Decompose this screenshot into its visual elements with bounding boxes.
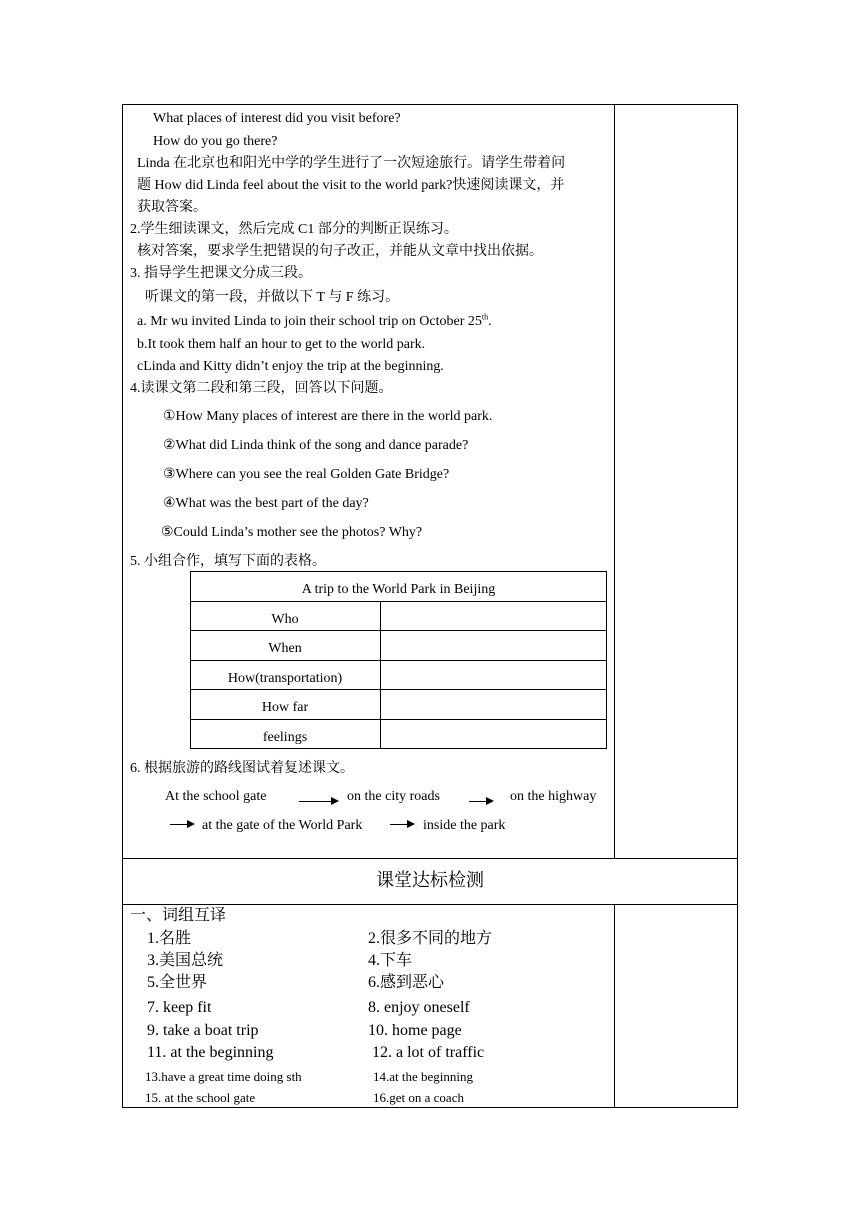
table-column-divider (614, 904, 615, 1108)
route-stop: at the gate of the World Park (202, 818, 363, 833)
phrase-item: 15. at the school gate (145, 1090, 256, 1105)
step6-line: 6. 根据旅游的路线图试着复述课文。 (130, 761, 354, 776)
trip-table-row-label: How(transportation) (227, 671, 343, 686)
table-column-divider (614, 104, 615, 858)
phrase-item: 8. enjoy oneself (368, 999, 470, 1016)
tf-statement-b: b.It took them half an hour to get to the world park. (137, 337, 426, 352)
phrase-item: 1.名胜 (147, 930, 192, 947)
step3-line: 3. 指导学生把课文分成三段。 (130, 266, 312, 281)
tf-statement-a: a. Mr wu invited Linda to join their school trip on October 25th. (137, 312, 492, 329)
step4-question: ④What was the best part of the day? (163, 496, 369, 511)
phrase-item: 14.at the beginning (373, 1069, 474, 1084)
intro-question: What places of interest did you visit before? (153, 111, 401, 126)
step4-line: 4.读课文第二段和第三段，回答以下问题。 (130, 381, 393, 396)
linda-intro-line: 获取答案。 (137, 200, 207, 215)
phrase-item: 5.全世界 (147, 974, 208, 991)
phrase-item: 16.get on a coach (373, 1090, 464, 1105)
intro-question: How do you go there? (153, 134, 278, 149)
step2-line: 核对答案，要求学生把错误的句子改正，并能从文章中找出依据。 (137, 244, 543, 259)
exercise-title: 一、词组互译 (130, 907, 227, 924)
right-arrow-icon (390, 824, 413, 825)
step3-subline: 听课文的第一段，并做以下 T 与 F 练习。 (145, 290, 400, 305)
right-arrow-icon (299, 801, 337, 802)
section-title: 课堂达标检测 (376, 870, 484, 890)
phrase-item: 13.have a great time doing sth (145, 1069, 302, 1084)
route-stop: on the city roads (347, 789, 440, 804)
step4-question: ②What did Linda think of the song and dance parade? (163, 438, 469, 453)
route-stop: At the school gate (165, 789, 267, 804)
phrase-item: 6.感到恶心 (368, 974, 445, 991)
phrase-item: 3.美国总统 (147, 952, 224, 969)
route-stop: on the highway (510, 789, 597, 804)
right-arrow-icon (469, 801, 492, 802)
trip-table-row-label: feelings (262, 730, 308, 745)
right-arrow-icon (170, 824, 193, 825)
trip-table-title: A trip to the World Park in Beijing (301, 582, 496, 597)
step4-question: ③Where can you see the real Golden Gate Bridge? (163, 467, 450, 482)
tf-statement-c: cLinda and Kitty didn’t enjoy the trip at the beginning. (137, 359, 444, 374)
trip-table-row-label: When (268, 641, 302, 656)
linda-intro-line: Linda 在北京也和阳光中学的学生进行了一次短途旅行。请学生带着问 (137, 156, 566, 171)
linda-intro-line: 题 How did Linda feel about the visit to the world park?快速阅读课文，并 (137, 178, 565, 193)
phrase-item: 12. a lot of traffic (372, 1044, 485, 1061)
phrase-item: 7. keep fit (147, 999, 212, 1016)
trip-table-row-label: Who (271, 612, 299, 627)
step2-line: 2.学生细读课文，然后完成 C1 部分的判断正误练习。 (130, 222, 458, 237)
phrase-item: 11. at the beginning (147, 1044, 274, 1061)
phrase-item: 10. home page (368, 1022, 462, 1039)
phrase-item: 9. take a boat trip (147, 1022, 259, 1039)
table-row-divider (122, 904, 738, 905)
step4-question: ⑤Could Linda’s mother see the photos? Why? (161, 525, 423, 540)
step5-line: 5. 小组合作，填写下面的表格。 (130, 554, 326, 569)
trip-table-row-label: How far (261, 700, 309, 715)
table-row-divider (122, 858, 738, 859)
phrase-item: 4.下车 (368, 952, 413, 969)
step4-question: ①How Many places of interest are there in the world park. (163, 409, 493, 424)
route-stop: inside the park (423, 818, 506, 833)
phrase-item: 2.很多不同的地方 (368, 930, 493, 947)
